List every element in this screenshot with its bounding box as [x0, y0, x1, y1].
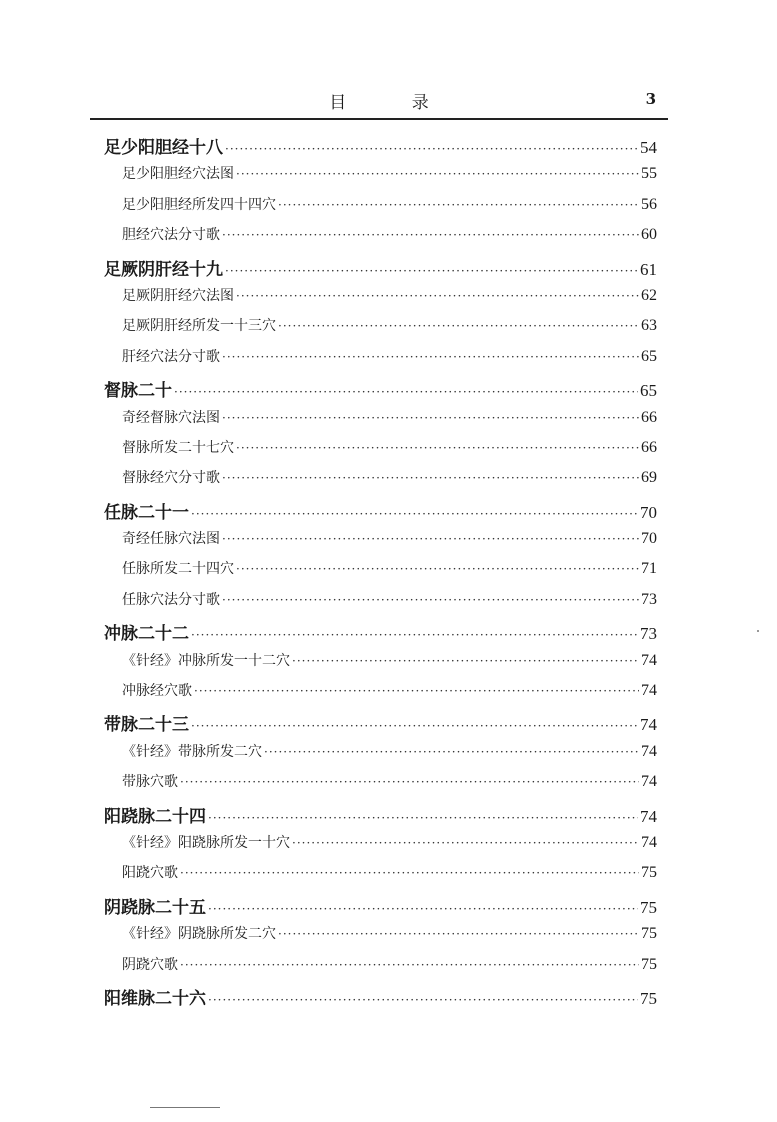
toc-entry-title: 足少阳胆经所发四十四穴: [122, 196, 276, 213]
toc-entry-title: 督脉经穴分寸歌: [122, 470, 220, 487]
toc-entry-title: 阳跷脉二十四: [104, 806, 206, 827]
toc-chapter-entry: [104, 619, 657, 649]
toc-entry-page: 74: [641, 833, 657, 851]
dot-leader: [236, 167, 639, 181]
toc-section-entry: [104, 315, 657, 345]
dot-leader: [225, 264, 638, 278]
toc-entry-title: 带脉穴歌: [122, 774, 178, 791]
toc-entry-page: 75: [641, 925, 657, 943]
dot-leader: [222, 350, 639, 364]
dot-leader: [292, 836, 639, 850]
dot-leader: [222, 411, 639, 425]
dot-leader: [236, 289, 639, 303]
toc-entry-title: 足少阳胆经十八: [104, 138, 223, 158]
toc-section-entry: [104, 467, 657, 497]
toc-entry-page: 75: [640, 988, 657, 1008]
toc-section-entry: [104, 558, 657, 588]
dot-leader: [180, 958, 639, 972]
toc-entry-title: 《针经》冲脉所发一十二穴: [122, 652, 290, 669]
dot-leader: [236, 441, 639, 455]
toc-section-entry: [104, 407, 657, 437]
toc-chapter-entry: [104, 133, 657, 163]
toc-entry-title: 奇经任脉穴法图: [122, 531, 220, 548]
toc-section-entry: [104, 650, 657, 680]
toc-entry-page: 55: [641, 165, 657, 183]
toc-entry-page: 71: [641, 560, 657, 578]
scan-speck: [757, 630, 759, 632]
toc-entry-title: 带脉二十三: [104, 715, 189, 736]
toc-entry-page: 62: [641, 286, 657, 304]
toc-entry-page: 65: [640, 381, 657, 401]
toc-entry-page: 70: [641, 530, 657, 548]
toc-entry-title: 阴跷穴歌: [122, 956, 178, 973]
toc-entry-page: 75: [641, 955, 657, 973]
dot-leader: [222, 471, 639, 485]
toc-entry-page: 66: [641, 438, 657, 456]
toc-entry-title: 肝经穴法分寸歌: [122, 348, 220, 365]
dot-leader: [222, 593, 639, 607]
page-number: 3: [645, 90, 656, 108]
dot-leader: [222, 228, 639, 242]
toc-entry-title: 奇经督脉穴法图: [122, 409, 220, 426]
toc-entry-page: 75: [641, 864, 657, 882]
toc-entry-page: 74: [641, 651, 657, 669]
toc-section-entry: [104, 923, 657, 953]
dot-leader: [292, 654, 639, 668]
toc-section-entry: [104, 954, 657, 984]
toc-entry-page: 66: [641, 408, 657, 426]
toc-entry-page: 73: [641, 590, 657, 608]
toc-entry-page: 74: [640, 715, 657, 735]
toc-entry-title: 任脉所发二十四穴: [122, 561, 234, 578]
toc-entry-title: 《针经》阴跷脉所发二穴: [122, 926, 276, 943]
toc-section-entry: [104, 862, 657, 892]
toc-entry-title: 《针经》阳跷脉所发一十穴: [122, 834, 290, 851]
dot-leader: [236, 562, 639, 576]
dot-leader: [208, 993, 638, 1007]
toc-section-entry: [104, 528, 657, 558]
toc-chapter-entry: [104, 498, 657, 528]
toc-entry-page: 69: [641, 469, 657, 487]
toc-entry-title: 足厥阴肝经所发一十三穴: [122, 318, 276, 335]
toc-section-entry: [104, 194, 657, 224]
toc-section-entry: [104, 680, 657, 710]
toc-entry-page: 54: [640, 138, 657, 157]
dot-leader: [180, 866, 639, 880]
toc-section-entry: [104, 346, 657, 376]
toc-entry-page: 74: [641, 773, 657, 791]
toc-section-entry: [104, 224, 657, 254]
toc-entry-title: 冲脉二十二: [104, 624, 189, 645]
toc-entry-title: 任脉穴法分寸歌: [122, 591, 220, 608]
toc-chapter-entry: [104, 893, 657, 923]
toc-section-entry: [104, 163, 657, 193]
toc-entry-title: 胆经穴法分寸歌: [122, 227, 220, 244]
dot-leader: [222, 532, 639, 546]
toc-section-entry: [104, 832, 657, 862]
toc-entry-page: 65: [641, 347, 657, 365]
dot-leader: [225, 142, 638, 156]
toc-entry-page: 61: [640, 259, 657, 279]
footer-rule: [150, 1107, 220, 1110]
dot-leader: [180, 775, 639, 789]
toc-entry-title: 足少阳胆经穴法图: [122, 166, 234, 183]
dot-leader: [278, 927, 639, 941]
dot-leader: [208, 902, 638, 916]
toc-entry-title: 阳跷穴歌: [122, 865, 178, 882]
toc-entry-page: 74: [641, 682, 657, 700]
toc-section-entry: [104, 437, 657, 467]
toc-entry-page: 56: [641, 195, 657, 213]
toc-section-entry: [104, 771, 657, 801]
table-of-contents: [104, 133, 657, 1014]
toc-entry-page: 75: [640, 897, 657, 917]
dot-leader: [264, 745, 639, 759]
toc-chapter-entry: [104, 802, 657, 832]
toc-entry-title: 督脉二十: [104, 381, 172, 402]
toc-chapter-entry: [104, 984, 657, 1014]
dot-leader: [278, 319, 639, 333]
toc-chapter-entry: [104, 255, 657, 285]
toc-entry-page: 74: [640, 806, 657, 826]
page-header: [90, 84, 668, 120]
toc-chapter-entry: [104, 710, 657, 740]
toc-entry-page: 74: [641, 742, 657, 760]
toc-section-entry: [104, 741, 657, 771]
toc-entry-title: 阴跷脉二十五: [104, 897, 206, 918]
dot-leader: [174, 385, 638, 399]
toc-entry-page: 63: [641, 317, 657, 335]
toc-entry-page: 70: [640, 502, 657, 522]
dot-leader: [191, 719, 638, 733]
toc-entry-page: 73: [640, 624, 657, 644]
toc-entry-title: 督脉所发二十七穴: [122, 439, 234, 456]
toc-entry-title: 阳维脉二十六: [104, 988, 206, 1009]
page-title: 目 录: [329, 93, 459, 113]
toc-entry-title: 任脉二十一: [104, 502, 189, 523]
toc-entry-title: 足厥阴肝经十九: [104, 259, 223, 280]
toc-entry-title: 《针经》带脉所发二穴: [122, 743, 262, 760]
toc-entry-title: 冲脉经穴歌: [122, 683, 192, 700]
toc-entry-page: 60: [641, 226, 657, 244]
dot-leader: [191, 507, 638, 521]
dot-leader: [194, 684, 639, 698]
toc-chapter-entry: [104, 376, 657, 406]
toc-section-entry: [104, 285, 657, 315]
dot-leader: [191, 628, 638, 642]
dot-leader: [278, 198, 639, 212]
dot-leader: [208, 811, 638, 825]
toc-section-entry: [104, 589, 657, 619]
toc-entry-title: 足厥阴肝经穴法图: [122, 287, 234, 304]
